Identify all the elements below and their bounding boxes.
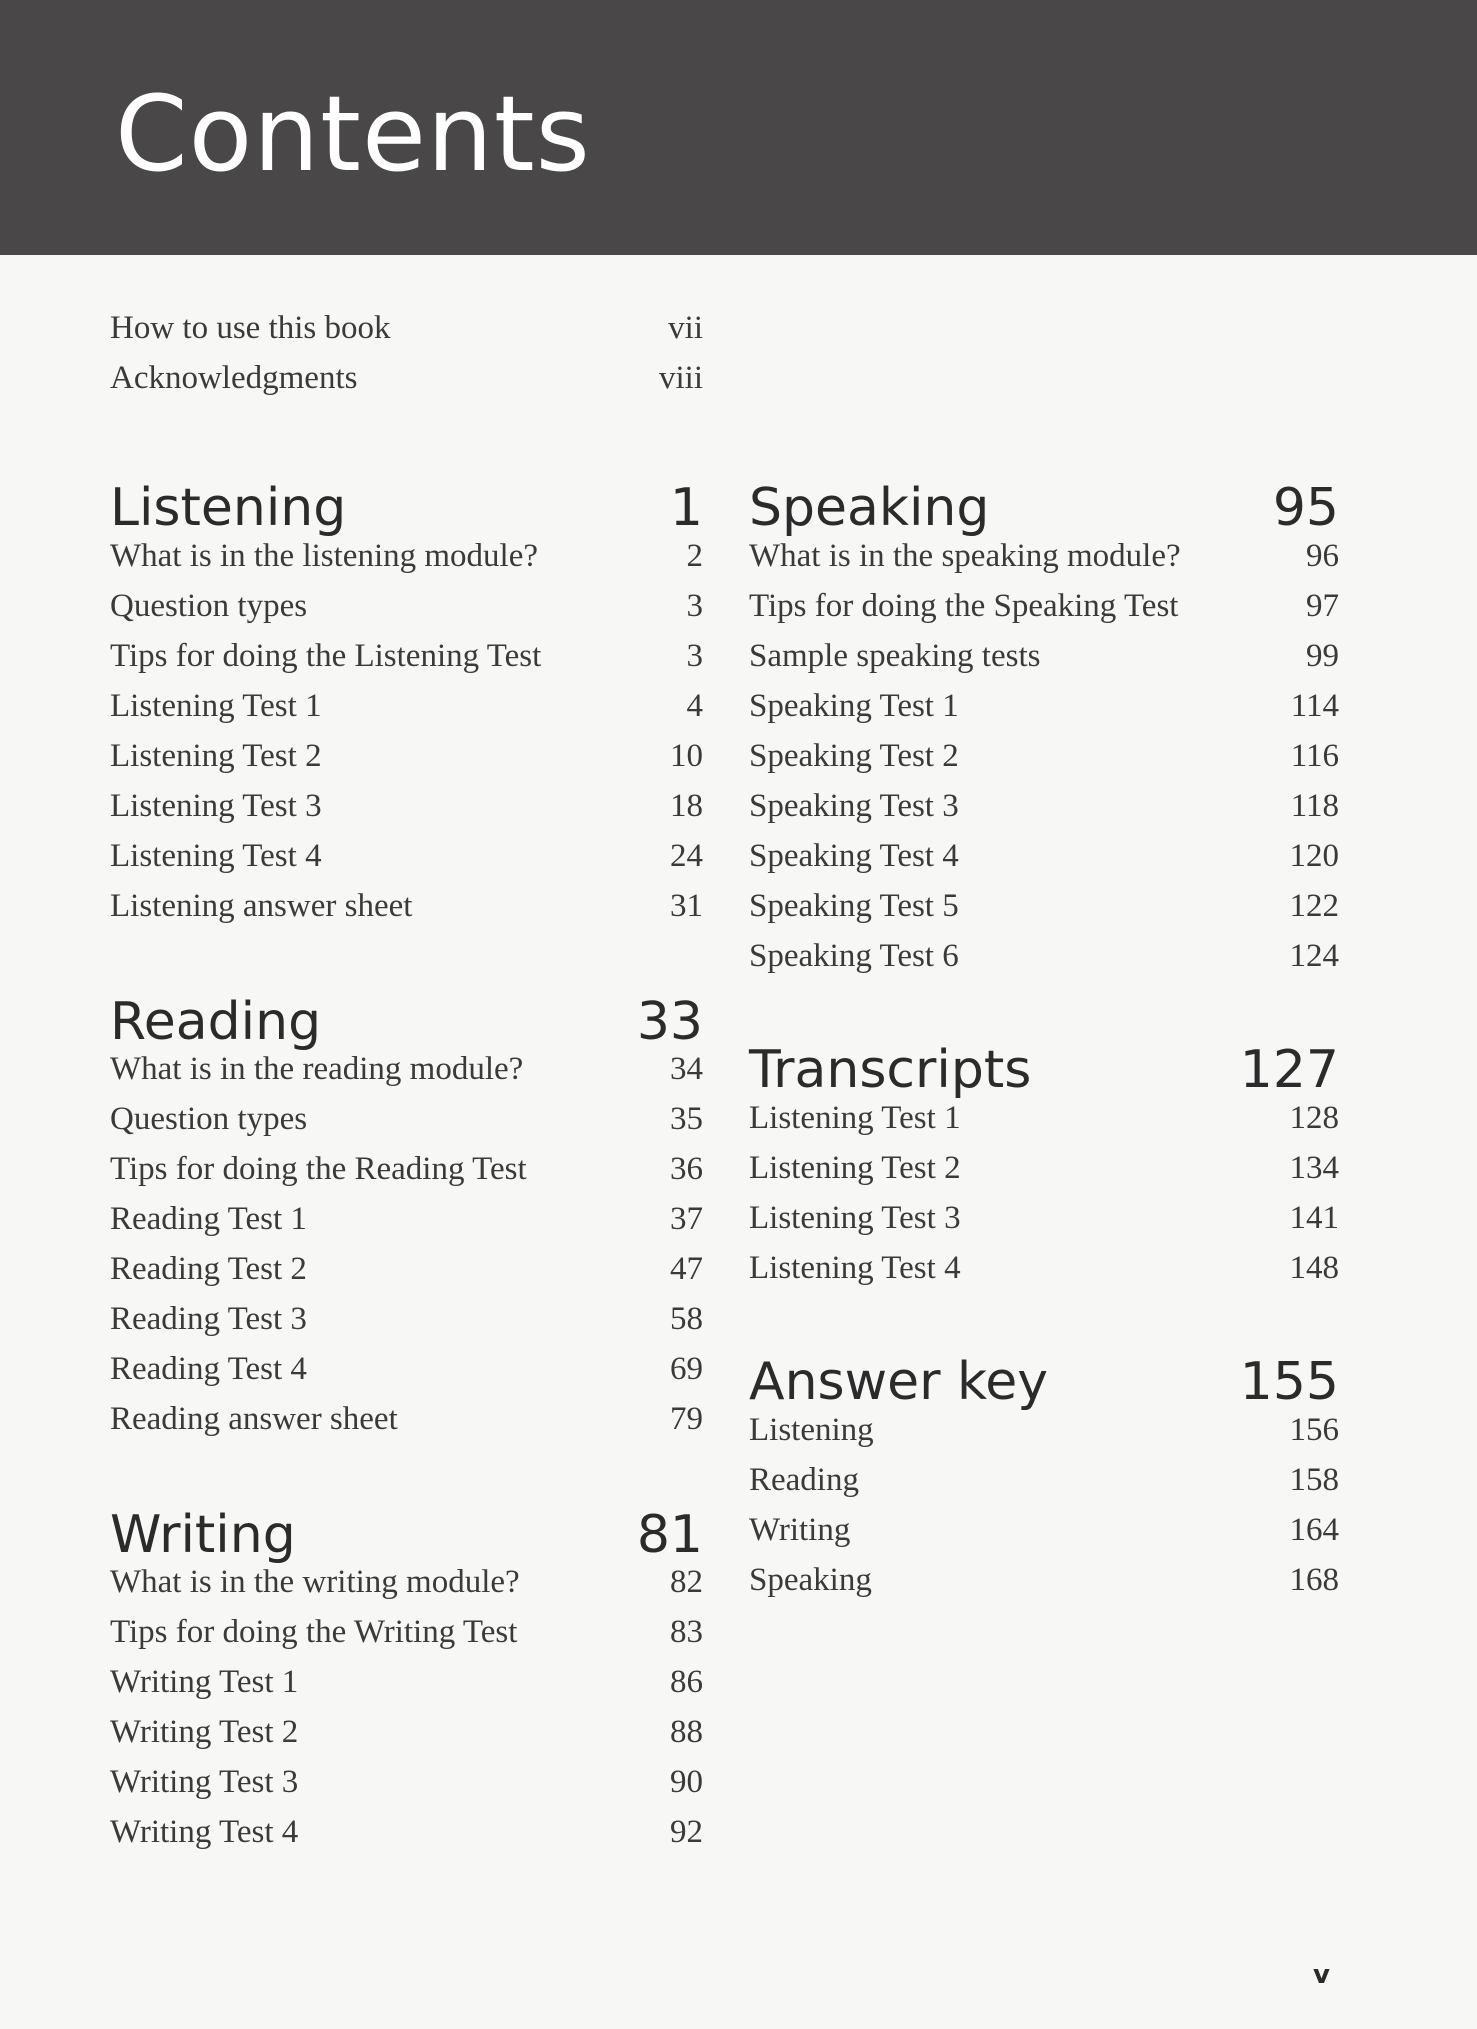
toc-entry[interactable] bbox=[110, 1351, 703, 1401]
section-heading-answer-key[interactable] bbox=[749, 1352, 1339, 1412]
toc-entry[interactable] bbox=[749, 1512, 1339, 1562]
toc-entry[interactable] bbox=[110, 1151, 703, 1201]
toc-entry-label: Writing bbox=[749, 1512, 851, 1548]
toc-entry-page: 90 bbox=[670, 1764, 703, 1800]
toc-entry-page: 82 bbox=[670, 1564, 703, 1600]
toc-entry-page: 3 bbox=[686, 588, 703, 624]
toc-entry-label: Reading Test 3 bbox=[110, 1301, 307, 1337]
toc-entry-label: Writing Test 2 bbox=[110, 1714, 299, 1750]
toc-entry[interactable] bbox=[110, 688, 703, 738]
toc-entry[interactable] bbox=[749, 588, 1339, 638]
section-heading-listening[interactable] bbox=[110, 478, 703, 538]
toc-entry-page: 116 bbox=[1290, 738, 1339, 774]
toc-entry-page: 96 bbox=[1306, 538, 1339, 574]
toc-entry[interactable] bbox=[749, 938, 1339, 988]
toc-entry[interactable] bbox=[749, 1462, 1339, 1512]
toc-entry-page: 92 bbox=[670, 1814, 703, 1850]
section-heading-label: Writing bbox=[110, 1505, 296, 1565]
toc-entry-label: Reading Test 4 bbox=[110, 1351, 307, 1387]
toc-entry[interactable] bbox=[110, 738, 703, 788]
toc-entry[interactable] bbox=[749, 1200, 1339, 1250]
section-heading-page: 127 bbox=[1239, 1040, 1339, 1100]
toc-entry-page: 83 bbox=[670, 1614, 703, 1650]
right-column bbox=[749, 0, 1339, 2029]
toc-entry-page: 168 bbox=[1289, 1562, 1339, 1598]
toc-entry-label: Listening Test 4 bbox=[749, 1250, 961, 1286]
toc-entry-label: Listening Test 4 bbox=[110, 838, 322, 874]
section-heading-label: Transcripts bbox=[749, 1040, 1032, 1100]
toc-entry[interactable] bbox=[110, 1051, 703, 1101]
toc-entry-label: Question types bbox=[110, 588, 308, 624]
toc-entry-label: Speaking Test 1 bbox=[749, 688, 959, 724]
toc-entry-page: 37 bbox=[670, 1201, 703, 1237]
toc-entry-label: Listening Test 1 bbox=[110, 688, 322, 724]
toc-entry-label: Writing Test 4 bbox=[110, 1814, 299, 1850]
toc-entry[interactable] bbox=[110, 1201, 703, 1251]
toc-entry-label: Sample speaking tests bbox=[749, 638, 1041, 674]
section-heading-page: 81 bbox=[636, 1505, 703, 1565]
toc-entry-label: Listening Test 3 bbox=[749, 1200, 961, 1236]
section-heading-label: Answer key bbox=[749, 1352, 1049, 1412]
toc-entry-label: Speaking Test 6 bbox=[749, 938, 959, 974]
toc-entry-label: Speaking bbox=[749, 1562, 872, 1598]
toc-entry-label: Reading bbox=[749, 1462, 859, 1498]
toc-entry-label: What is in the speaking module? bbox=[749, 538, 1181, 574]
toc-entry[interactable] bbox=[110, 1614, 703, 1664]
page-title: Contents bbox=[115, 73, 591, 195]
toc-entry-page: 141 bbox=[1289, 1200, 1339, 1236]
toc-entry-page: 35 bbox=[670, 1101, 703, 1137]
toc-entry[interactable] bbox=[110, 1401, 703, 1451]
left-column bbox=[110, 0, 703, 2029]
toc-entry-label: Reading answer sheet bbox=[110, 1401, 398, 1437]
toc-entry-label: Speaking Test 2 bbox=[749, 738, 959, 774]
toc-entry-page: 10 bbox=[670, 738, 703, 774]
section-heading-writing[interactable] bbox=[110, 1505, 703, 1565]
toc-entry[interactable] bbox=[110, 1714, 703, 1764]
toc-entry-label: How to use this book bbox=[110, 310, 391, 346]
toc-entry-label: Tips for doing the Reading Test bbox=[110, 1151, 527, 1187]
toc-entry-page: 31 bbox=[670, 888, 703, 924]
section-heading-transcripts[interactable] bbox=[749, 1040, 1339, 1100]
toc-entry-page: 158 bbox=[1289, 1462, 1339, 1498]
toc-entry[interactable] bbox=[749, 1412, 1339, 1462]
section-heading-page: 33 bbox=[636, 992, 703, 1052]
toc-entry-label: What is in the writing module? bbox=[110, 1564, 520, 1600]
toc-entry-label: Writing Test 3 bbox=[110, 1764, 299, 1800]
section-heading-label: Speaking bbox=[749, 478, 990, 538]
toc-entry-page: 134 bbox=[1289, 1150, 1339, 1186]
toc-entry[interactable] bbox=[749, 638, 1339, 688]
toc-entry[interactable] bbox=[110, 1764, 703, 1814]
toc-entry-page: 34 bbox=[670, 1051, 703, 1087]
toc-entry[interactable] bbox=[110, 888, 703, 938]
section-heading-speaking[interactable] bbox=[749, 478, 1339, 538]
toc-entry[interactable] bbox=[749, 688, 1339, 738]
toc-entry-label: Tips for doing the Writing Test bbox=[110, 1614, 518, 1650]
toc-entry-page: 88 bbox=[670, 1714, 703, 1750]
toc-entry-page: 3 bbox=[686, 638, 703, 674]
toc-entry[interactable] bbox=[110, 588, 703, 638]
toc-entry-label: Reading Test 1 bbox=[110, 1201, 307, 1237]
toc-entry[interactable] bbox=[110, 1301, 703, 1351]
toc-entry-label: Reading Test 2 bbox=[110, 1251, 307, 1287]
section-heading-page: 95 bbox=[1272, 478, 1339, 538]
toc-entry-label: Listening Test 3 bbox=[110, 788, 322, 824]
toc-entry-page: 128 bbox=[1289, 1100, 1339, 1136]
toc-entry[interactable] bbox=[110, 638, 703, 688]
section-heading-page: 155 bbox=[1239, 1352, 1339, 1412]
toc-entry-page: 86 bbox=[670, 1664, 703, 1700]
section-heading-reading[interactable] bbox=[110, 992, 703, 1052]
toc-entry[interactable] bbox=[110, 310, 703, 360]
section-heading-label: Listening bbox=[110, 478, 347, 538]
toc-entry-label: Question types bbox=[110, 1101, 308, 1137]
toc-entry-page: vii bbox=[668, 310, 703, 346]
toc-entry[interactable] bbox=[749, 1250, 1339, 1300]
toc-entry-page: 120 bbox=[1289, 838, 1339, 874]
toc-entry-label: Listening Test 2 bbox=[749, 1150, 961, 1186]
toc-entry[interactable] bbox=[110, 1814, 703, 1864]
toc-entry[interactable] bbox=[110, 838, 703, 888]
toc-entry-page: 36 bbox=[670, 1151, 703, 1187]
toc-entry[interactable] bbox=[749, 738, 1339, 788]
toc-entry-page: 47 bbox=[670, 1251, 703, 1287]
toc-entry-label: Acknowledgments bbox=[110, 360, 358, 396]
toc-entry-page: 18 bbox=[670, 788, 703, 824]
toc-entry-page: 164 bbox=[1289, 1512, 1339, 1548]
toc-entry-label: Tips for doing the Listening Test bbox=[110, 638, 542, 674]
toc-entry-page: 156 bbox=[1289, 1412, 1339, 1448]
toc-entry-label: Listening Test 2 bbox=[110, 738, 322, 774]
section-heading-label: Reading bbox=[110, 992, 322, 1052]
toc-entry[interactable] bbox=[110, 1564, 703, 1614]
toc-entry-page: 118 bbox=[1290, 788, 1339, 824]
toc-entry[interactable] bbox=[749, 1150, 1339, 1200]
toc-entry[interactable] bbox=[749, 788, 1339, 838]
toc-entry-label: Listening Test 1 bbox=[749, 1100, 961, 1136]
toc-entry[interactable] bbox=[110, 1251, 703, 1301]
toc-entry-label: Tips for doing the Speaking Test bbox=[749, 588, 1179, 624]
toc-entry-page: 99 bbox=[1306, 638, 1339, 674]
toc-entry-page: 114 bbox=[1290, 688, 1339, 724]
toc-entry-page: 58 bbox=[670, 1301, 703, 1337]
toc-entry-page: 24 bbox=[670, 838, 703, 874]
toc-entry[interactable] bbox=[749, 888, 1339, 938]
toc-entry-label: Listening answer sheet bbox=[110, 888, 413, 924]
toc-entry-label: Speaking Test 4 bbox=[749, 838, 959, 874]
toc-entry[interactable] bbox=[749, 1100, 1339, 1150]
toc-entry[interactable] bbox=[110, 1664, 703, 1714]
toc-entry[interactable] bbox=[110, 538, 703, 588]
toc-entry[interactable] bbox=[749, 838, 1339, 888]
toc-entry-label: Listening bbox=[749, 1412, 874, 1448]
toc-entry-page: viii bbox=[658, 360, 703, 396]
toc-entry-label: Writing Test 1 bbox=[110, 1664, 299, 1700]
toc-entry-page: 148 bbox=[1289, 1250, 1339, 1286]
toc-entry[interactable] bbox=[749, 1562, 1339, 1612]
toc-entry[interactable] bbox=[110, 788, 703, 838]
toc-entry-label: What is in the listening module? bbox=[110, 538, 539, 574]
toc-entry-label: What is in the reading module? bbox=[110, 1051, 524, 1087]
toc-entry-page: 79 bbox=[670, 1401, 703, 1437]
toc-entry-page: 97 bbox=[1306, 588, 1339, 624]
toc-entry-page: 2 bbox=[686, 538, 703, 574]
page-number: v bbox=[1313, 1960, 1330, 1990]
toc-entry[interactable] bbox=[110, 360, 703, 410]
toc-entry-page: 4 bbox=[686, 688, 703, 724]
toc-entry-label: Speaking Test 5 bbox=[749, 888, 959, 924]
section-heading-page: 1 bbox=[669, 478, 703, 538]
toc-entry[interactable] bbox=[110, 1101, 703, 1151]
toc-entry-page: 69 bbox=[670, 1351, 703, 1387]
toc-entry-page: 124 bbox=[1289, 938, 1339, 974]
toc-entry-label: Speaking Test 3 bbox=[749, 788, 959, 824]
toc-entry[interactable] bbox=[749, 538, 1339, 588]
toc-entry-page: 122 bbox=[1289, 888, 1339, 924]
